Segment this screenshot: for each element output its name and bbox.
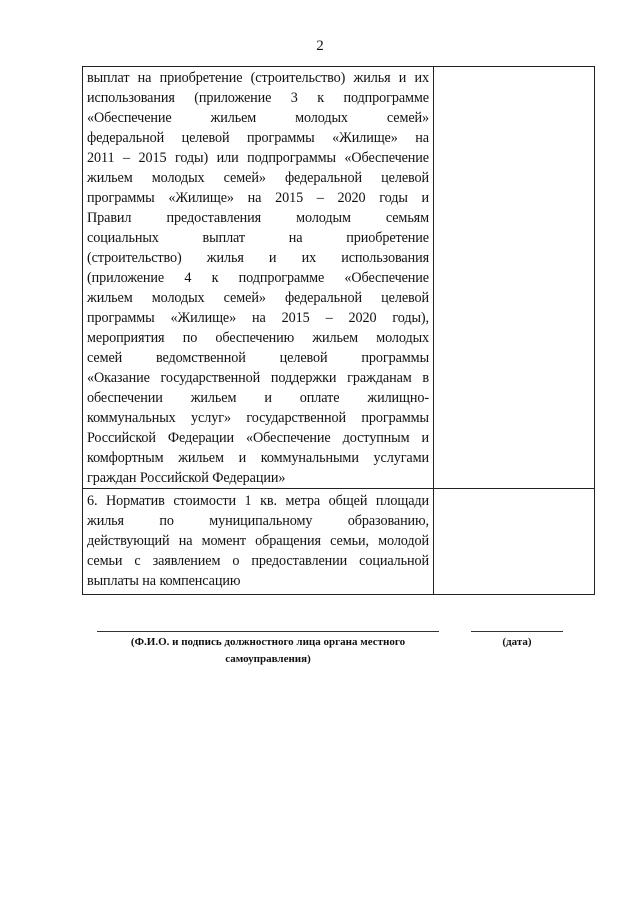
- signature-caption: [118, 634, 418, 668]
- signature-caption-line: самоуправления): [225, 653, 311, 665]
- text-line: выплат на приобретение (строительство) жилья и их: [87, 70, 429, 86]
- text-line: «Оказание государственной поддержки гражданам в: [87, 370, 429, 386]
- text-line: программы «Жилище» на 2015 – 2020 годы и: [87, 190, 429, 206]
- signature-line[interactable]: [97, 631, 439, 632]
- text-line: Правил предоставления молодым семьям: [87, 210, 429, 226]
- text-line: семей ведомственной целевой программы: [87, 350, 429, 366]
- text-line: жилья по муниципальному образованию,: [87, 513, 429, 529]
- page-number: 2: [316, 38, 324, 54]
- text-line: программы «Жилище» на 2015 – 2020 годы),: [87, 310, 429, 326]
- date-line[interactable]: [471, 631, 563, 632]
- text-line: «Обеспечение жильем молодых семей»: [87, 110, 429, 126]
- text-line: Российской Федерации «Обеспечение доступным и: [87, 430, 429, 446]
- text-line: обеспечении жильем и оплате жилищно-: [87, 390, 429, 406]
- date-caption: (дата): [502, 636, 532, 648]
- text-line: использования (приложение 3 к подпрограмме: [87, 90, 429, 106]
- text-line: федеральной целевой программы «Жилище» на: [87, 130, 429, 146]
- table-cell-description: [83, 67, 434, 489]
- text-line: комфортным жильем и коммунальными услугами: [87, 450, 429, 466]
- text-line: выплаты на компенсацию: [87, 573, 241, 589]
- text-line: (строительство) жилья и их использования: [87, 250, 429, 266]
- form-table: [82, 66, 595, 595]
- text-line: социальных выплат на приобретение: [87, 230, 429, 246]
- text-line: мероприятия по обеспечению жильем молодых: [87, 330, 429, 346]
- table-cell-description: [83, 489, 434, 595]
- text-line: граждан Российской Федерации»: [87, 470, 286, 486]
- table-cell-value[interactable]: [434, 489, 595, 595]
- text-line: жильем молодых семей» федеральной целевой: [87, 170, 429, 186]
- text-line: (приложение 4 к подпрограмме «Обеспечение: [87, 270, 429, 286]
- text-line: действующий на момент обращения семьи, молодой: [87, 533, 429, 549]
- text-line: 6. Норматив стоимости 1 кв. метра общей площади: [87, 493, 429, 509]
- text-line: коммунальных услуг» государственной программы: [87, 410, 429, 426]
- text-line: жильем молодых семей» федеральной целевой: [87, 290, 429, 306]
- text-line: семьи с заявлением о предоставлении социальной: [87, 553, 429, 569]
- table-row: [83, 489, 595, 595]
- table-cell-value[interactable]: [434, 67, 595, 489]
- signature-caption-line: (Ф.И.О. и подпись должностного лица органа местного: [130, 636, 406, 648]
- text-line: 2011 – 2015 годы) или подпрограммы «Обеспечение: [87, 150, 429, 166]
- table-row: [83, 67, 595, 489]
